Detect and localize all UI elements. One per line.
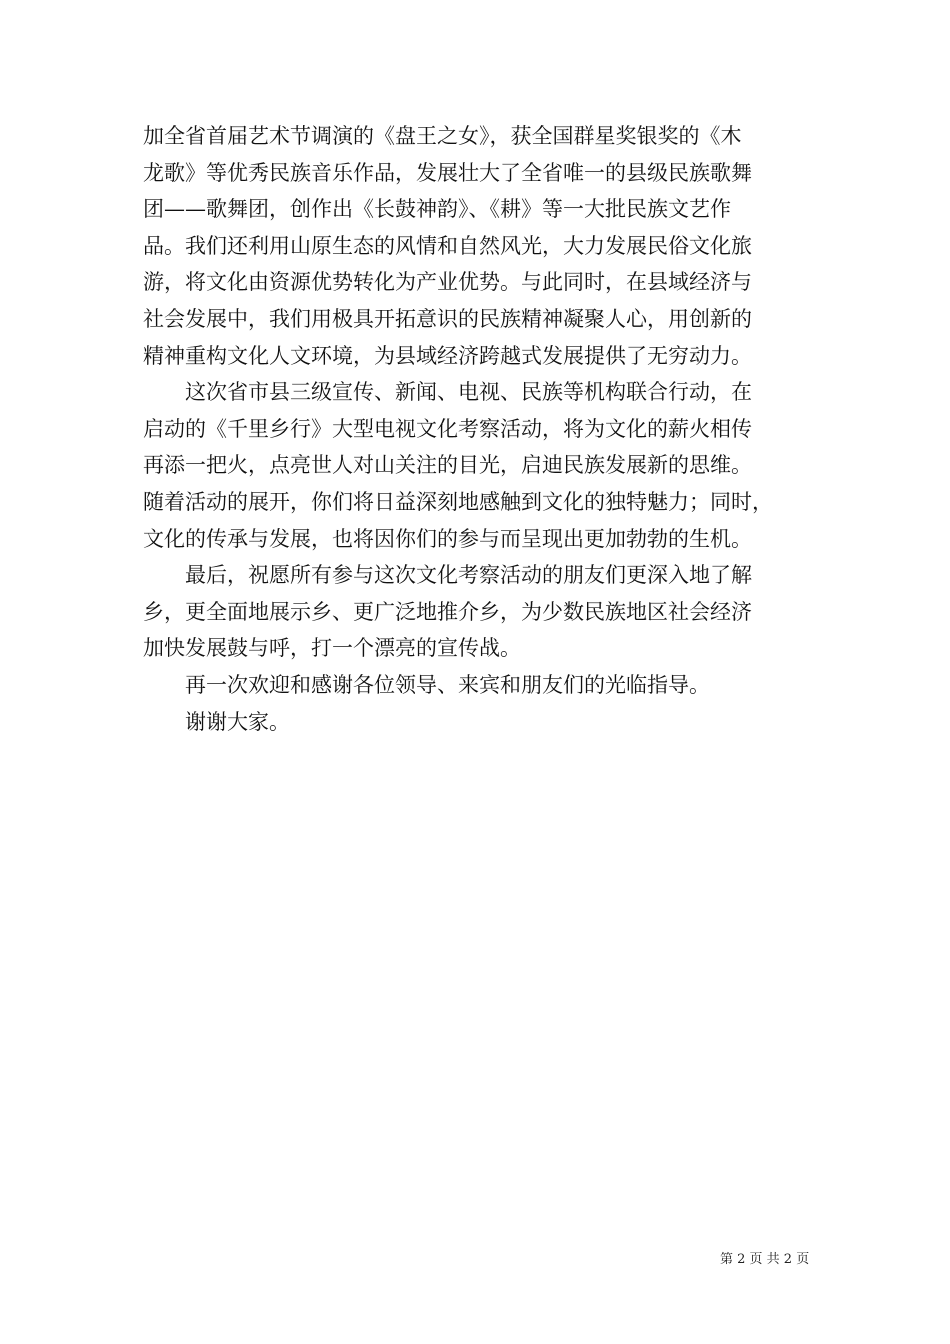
body-line: 加全省首届艺术节调演的《盘王之女》，获全国群星奖银奖的《木	[143, 124, 742, 148]
paragraph-start-line: 最后，祝愿所有参与这次文化考察活动的朋友们更深入地了解	[185, 563, 752, 588]
body-line: 启动的《千里乡行》大型电视文化考察活动，将为文化的薪火相传	[143, 416, 752, 441]
body-line: 乡，更全面地展示乡、更广泛地推介乡，为少数民族地区社会经济	[143, 599, 752, 624]
paragraph-start-line: 这次省市县三级宣传、新闻、电视、民族等机构联合行动，在	[185, 380, 752, 405]
body-line: 再添一把火，点亮世人对山关注的目光，启迪民族发展新的思维。	[143, 453, 752, 478]
body-line: 游，将文化由资源优势转化为产业优势。与此同时，在县域经济与	[143, 270, 752, 295]
body-line: 社会发展中，我们用极具开拓意识的民族精神凝聚人心，用创新的	[143, 306, 752, 331]
document-body	[143, 118, 823, 740]
paragraph-start-line: 再一次欢迎和感谢各位领导、来宾和朋友们的光临指导。	[185, 672, 710, 697]
page-number-footer: 第 2 页 共 2 页	[720, 1252, 810, 1267]
closing-line: 谢谢大家。	[185, 709, 290, 734]
body-line: 加快发展鼓与呼，打一个漂亮的宣传战。	[143, 636, 521, 661]
body-line: 文化的传承与发展，也将因你们的参与而呈现出更加勃勃的生机。	[143, 526, 752, 551]
body-line: 品。我们还利用山原生态的风情和自然风光，大力发展民俗文化旅	[143, 233, 752, 258]
body-line: 龙歌》等优秀民族音乐作品，发展壮大了全省唯一的县级民族歌舞	[143, 160, 752, 185]
body-line: 精神重构文化人文环境，为县域经济跨越式发展提供了无穷动力。	[143, 343, 752, 368]
body-line: 随着活动的展开，你们将日益深刻地感触到文化的独特魅力；同时，	[143, 489, 773, 514]
body-line: 团——歌舞团，创作出《长鼓神韵》、《耕》等一大批民族文艺作	[143, 197, 731, 222]
